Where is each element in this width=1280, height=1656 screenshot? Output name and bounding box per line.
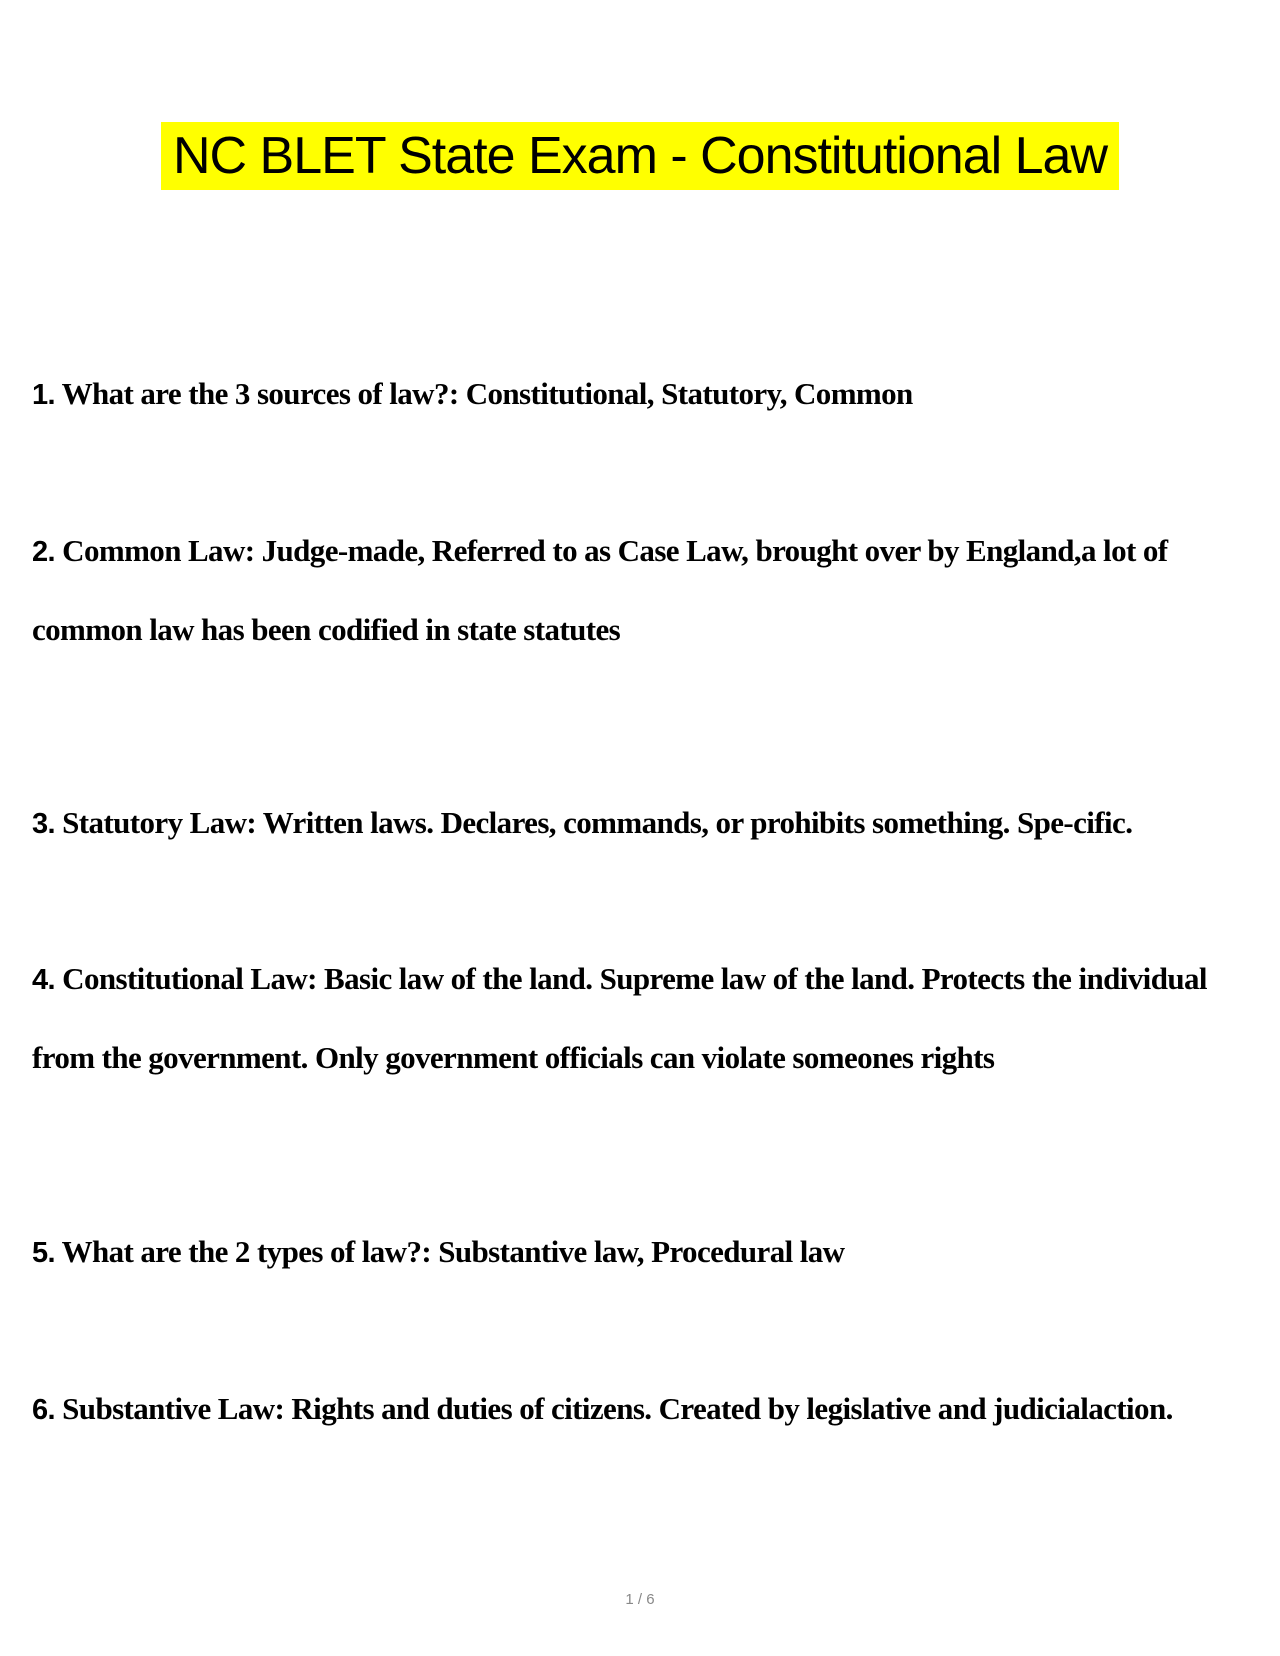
item-text: Common Law: Judge-made, Referred to as Case Law, brought over by England,a lot of common law has been codified in state statutes: [32, 533, 1168, 647]
item-number: 1.: [32, 379, 55, 411]
list-item: [32, 512, 1252, 668]
item-number: 3.: [32, 808, 55, 840]
item-number: 6.: [32, 1394, 55, 1426]
list-item: [32, 1370, 1252, 1449]
page-title: NC BLET State Exam - Constitutional Law: [161, 122, 1119, 190]
item-text: Substantive Law: Rights and duties of citizens. Created by legislative and judicialaction.: [62, 1391, 1173, 1426]
page-indicator: 1 / 6: [625, 1591, 655, 1608]
item-number: 4.: [32, 964, 55, 996]
item-text: Constitutional Law: Basic law of the land. Supreme law of the land. Protects the individual from the government. Only government officials can violate someones rights: [32, 961, 1207, 1075]
item-text: What are the 3 sources of law?: Constitutional, Statutory, Common: [61, 376, 913, 411]
item-text: What are the 2 types of law?: Substantive law, Procedural law: [61, 1234, 845, 1269]
list-item: [32, 1213, 1252, 1292]
list-item: [32, 784, 1252, 863]
item-number: 5.: [32, 1237, 55, 1269]
list-item: [32, 355, 1252, 434]
item-text: Statutory Law: Written laws. Declares, commands, or prohibits something. Spe-cific.: [62, 805, 1133, 840]
item-number: 2.: [32, 536, 55, 568]
title-container: [0, 122, 1280, 190]
list-item: [32, 940, 1252, 1096]
